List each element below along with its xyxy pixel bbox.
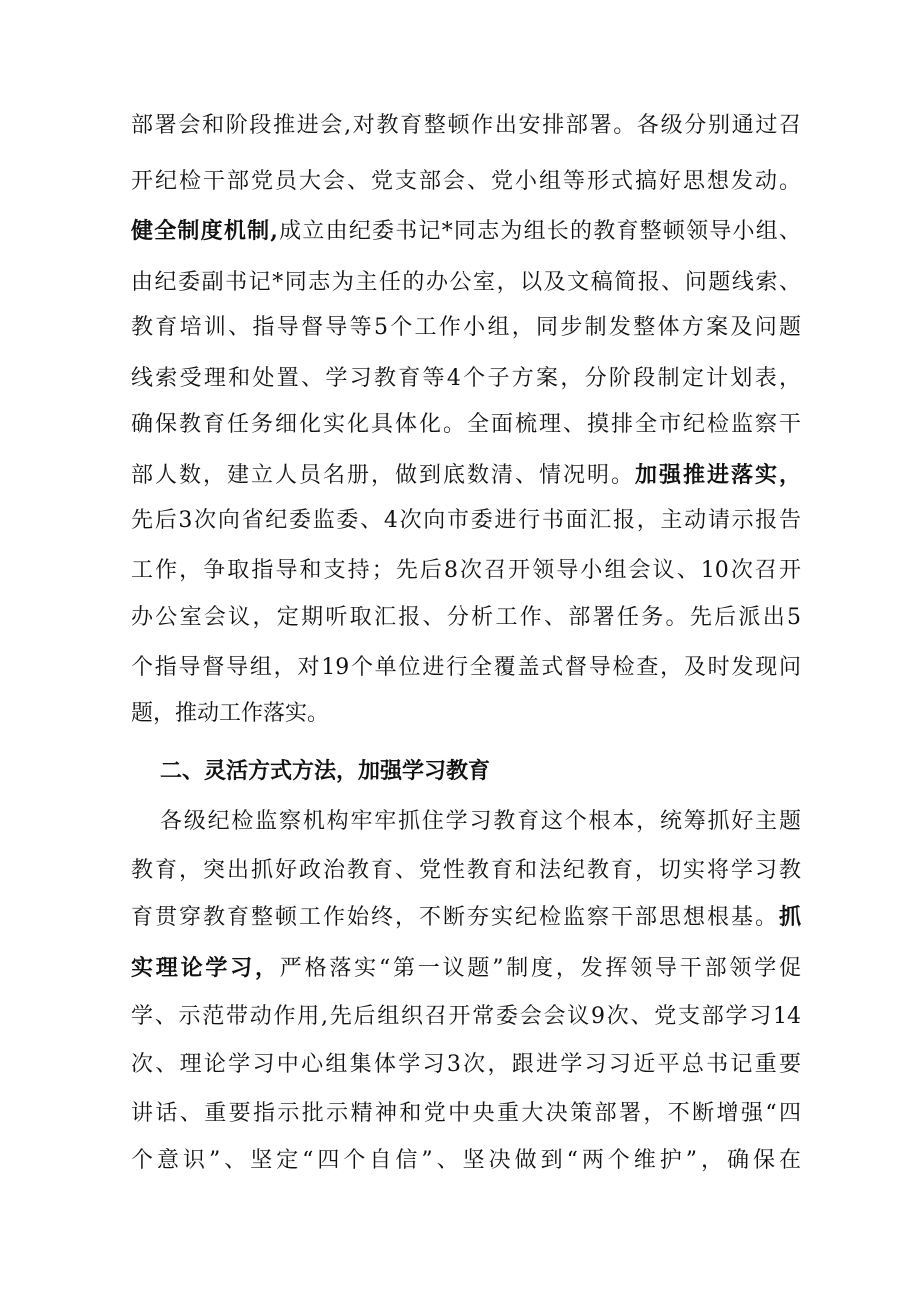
paragraph-1-line-6: 线索受理和处置、学习教育等4个子方案，分阶段制定计划表， xyxy=(131,366,801,391)
paragraph-1-line-11: 办公室会议，定期听取汇报、分析工作、部署任务。先后派出5 xyxy=(131,605,801,630)
paragraph-1-line-7: 确保教育任务细化实化具体化。全面梳理、摸排全市纪检监察干 xyxy=(131,412,801,437)
paragraph-1-line-9: 先后3次向省纪委监委、4次向市委进行书面汇报，主动请示报告 xyxy=(131,508,801,533)
paragraph-1-line-3 xyxy=(131,211,801,251)
paragraph-2-line-4 xyxy=(131,948,801,988)
line-text: 育贯穿教育整顿工作始终，不断夯实纪检监察干部思想根基。 xyxy=(131,905,779,930)
paragraph-1-line-10: 工作，争取指导和支持；先后8次召开领导小组会议、10次召开 xyxy=(131,558,801,583)
paragraph-2-line-6: 次、理论学习中心组集体学习3次，跟进学习习近平总书记重要 xyxy=(131,1052,801,1077)
paragraph-1-line-12: 个指导督导组，对19个单位进行全覆盖式督导检查，及时发现问 xyxy=(131,655,801,680)
line-text: 部人数，建立人员名册，做到底数清、情况明。 xyxy=(131,463,635,488)
paragraph-2-line-8: 个意识”、坚定“四个自信”、坚决做到“两个维护”，确保在 xyxy=(131,1148,801,1173)
paragraph-1-line-13: 题，推动工作落实。 xyxy=(131,701,330,726)
bold-lead-phrase: 实理论学习， xyxy=(131,955,280,981)
paragraph-2-line-5: 学、示范带动作用,先后组织召开常委会会议9次、党支部学习14 xyxy=(131,1004,801,1029)
paragraph-2-line-2: 教育，突出抓好政治教育、党性教育和法纪教育，切实将学习教 xyxy=(131,858,801,883)
paragraph-2-line-7: 讲话、重要指示批示精神和党中央重大决策部署，不断增强“四 xyxy=(131,1101,801,1126)
bold-lead-phrase: 加强推进落实， xyxy=(634,462,801,488)
paragraph-2-line-3 xyxy=(131,897,801,937)
line-text: 成立由纪委书记*同志为组长的教育整顿领导小组、 xyxy=(277,219,801,244)
paragraph-2-line-1: 各级纪检监察机构牢牢抓住学习教育这个根本，统筹抓好主题 xyxy=(160,809,801,834)
paragraph-1-line-8 xyxy=(131,455,801,495)
bold-lead-phrase: 健全制度机制, xyxy=(131,218,278,244)
line-text: 严格落实“第一议题”制度，发挥领导干部领学促 xyxy=(279,956,801,981)
paragraph-1-line-1: 部署会和阶段推进会,对教育整顿作出安排部署。各级分别通过召 xyxy=(131,113,801,138)
paragraph-1-line-2: 开纪检干部党员大会、党支部会、党小组等形式搞好思想发动。 xyxy=(131,169,801,194)
section-heading: 二、灵活方式方法，加强学习教育 xyxy=(160,758,491,784)
bold-lead-phrase: 抓 xyxy=(778,904,801,930)
paragraph-1-line-5: 教育培训、指导督导等5个工作小组，同步制发整体方案及问题 xyxy=(131,315,801,340)
paragraph-1-line-4: 由纪委副书记*同志为主任的办公室，以及文稿简报、问题线索、 xyxy=(131,270,801,295)
